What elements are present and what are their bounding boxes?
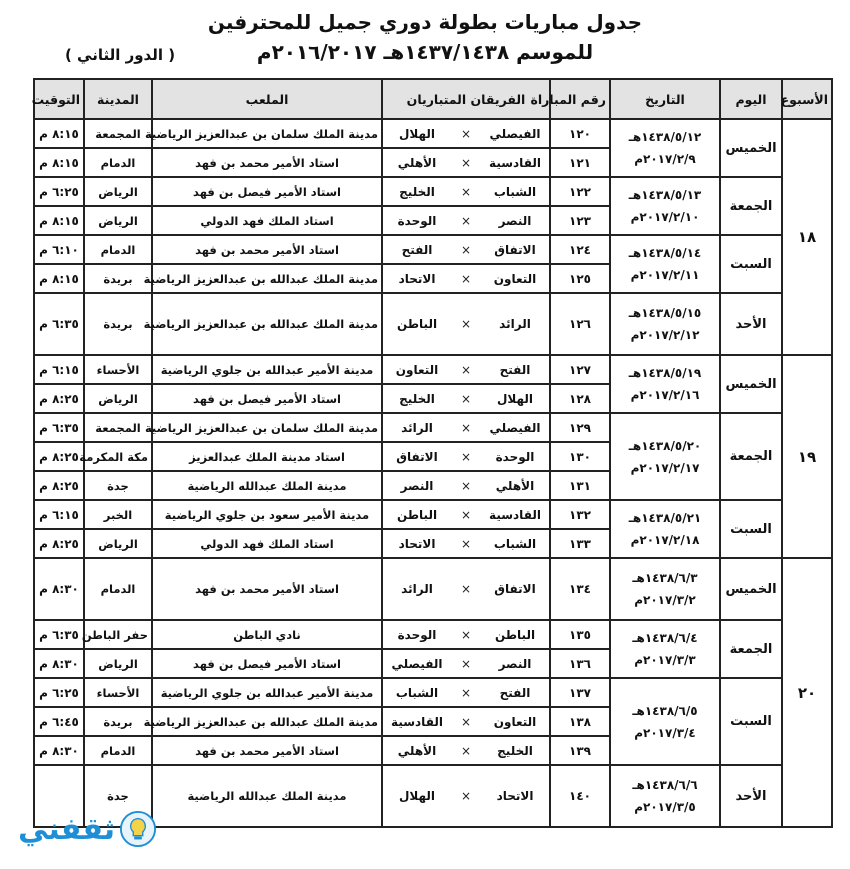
city-name: المجمعة xyxy=(84,119,152,148)
table-row xyxy=(34,620,832,649)
match-time: ٦:٣٥ م xyxy=(34,293,84,355)
home-team: الاتفاق xyxy=(494,582,536,596)
date-gregorian: ٢٠١٧/٣/٣م xyxy=(634,653,696,667)
versus-symbol: × xyxy=(460,627,472,642)
header-teams: الفريقان المتباريان xyxy=(382,79,550,119)
away-team: الاتحاد xyxy=(398,271,436,286)
date-hijri: ١٤٣٨/٦/٤هـ xyxy=(632,631,698,645)
stadium-name: مدينة الأمير سعود بن جلوي الرياضية xyxy=(152,500,382,529)
stadium-name: مدينة الملك سلمان بن عبدالعزيز الرياضية xyxy=(152,413,382,442)
match-teams xyxy=(382,736,550,765)
match-date xyxy=(610,413,720,500)
date-hijri: ١٤٣٨/٥/١٢هـ xyxy=(628,130,702,144)
city-name: الرياض xyxy=(84,649,152,678)
match-time: ٨:١٥ م xyxy=(34,206,84,235)
match-time: ٨:٢٥ م xyxy=(34,384,84,413)
home-team: الوحدة xyxy=(495,449,535,464)
away-team: الخليج xyxy=(399,391,435,406)
match-time: ٨:١٥ م xyxy=(34,264,84,293)
versus-symbol: × xyxy=(460,271,472,286)
versus-symbol: × xyxy=(460,536,472,551)
match-number: ١٣٩ xyxy=(550,736,610,765)
match-teams xyxy=(382,765,550,827)
table-row xyxy=(34,235,832,264)
home-team: الفتح xyxy=(499,362,531,377)
match-teams xyxy=(382,148,550,177)
city-name: الدمام xyxy=(84,148,152,177)
header-day: اليوم xyxy=(720,79,782,119)
day-name: الجمعة xyxy=(720,413,782,500)
round-label: ( الدور الثاني ) xyxy=(64,46,176,64)
match-teams xyxy=(382,558,550,620)
match-teams xyxy=(382,413,550,442)
day-name: السبت xyxy=(720,235,782,293)
header-city: المدينة xyxy=(84,79,152,119)
date-hijri: ١٤٣٨/٥/١٩هـ xyxy=(628,366,702,380)
match-date xyxy=(610,177,720,235)
match-time: ٨:٢٥ م xyxy=(34,529,84,558)
day-name: الأحد xyxy=(720,765,782,827)
home-team: الفتح xyxy=(499,685,531,700)
home-team: النصر xyxy=(498,656,532,671)
match-number: ١٢٩ xyxy=(550,413,610,442)
match-time: ٦:١٥ م xyxy=(34,355,84,384)
home-team: الشباب xyxy=(493,184,537,199)
match-time: ٨:٣٠ م xyxy=(34,736,84,765)
match-teams xyxy=(382,471,550,500)
table-row xyxy=(34,355,832,384)
versus-symbol: × xyxy=(460,714,472,729)
match-teams xyxy=(382,177,550,206)
match-number: ١٣٠ xyxy=(550,442,610,471)
date-hijri: ١٤٣٨/٥/٢٠هـ xyxy=(628,438,702,453)
city-name: الرياض xyxy=(84,177,152,206)
stadium-name: مدينة الملك عبدالله بن عبدالعزيز الرياضية xyxy=(152,293,382,355)
match-date xyxy=(610,765,720,827)
home-team: النصر xyxy=(498,213,532,228)
stadium-name: استاد مدينة الملك عبدالعزيز xyxy=(152,442,382,471)
city-name: الدمام xyxy=(84,736,152,765)
versus-symbol: × xyxy=(460,391,472,406)
date-hijri: ١٤٣٨/٦/٥هـ xyxy=(632,703,698,718)
date-hijri: ١٤٣٨/٥/١٤هـ xyxy=(628,246,702,260)
away-team: الاتفاق xyxy=(396,449,438,464)
away-team: الرائد xyxy=(401,420,433,435)
date-hijri: ١٤٣٨/٥/١٥هـ xyxy=(628,306,702,320)
away-team: الوحدة xyxy=(397,627,437,642)
week-number: ١٩ xyxy=(782,355,832,558)
header-date: التاريخ xyxy=(610,79,720,119)
match-time: ٨:٣٠ م xyxy=(34,649,84,678)
stadium-name: مدينة الملك عبدالله بن عبدالعزيز الرياضية xyxy=(152,264,382,293)
day-name: الجمعة xyxy=(720,620,782,678)
match-number: ١٣٧ xyxy=(550,678,610,707)
city-name: المجمعة xyxy=(84,413,152,442)
match-date xyxy=(610,620,720,678)
match-teams xyxy=(382,235,550,264)
day-name: الخميس xyxy=(720,355,782,413)
stadium-name: استاد الأمير محمد بن فهد xyxy=(152,235,382,264)
stadium-name: استاد الأمير فيصل بن فهد xyxy=(152,649,382,678)
day-name: السبت xyxy=(720,678,782,765)
stadium-name: مدينة الملك عبدالله الرياضية xyxy=(152,765,382,827)
versus-symbol: × xyxy=(460,789,472,803)
versus-symbol: × xyxy=(460,656,472,671)
city-name: جدة xyxy=(84,765,152,827)
versus-symbol: × xyxy=(460,317,472,331)
date-gregorian: ٢٠١٧/٣/٢م xyxy=(634,593,696,607)
versus-symbol: × xyxy=(460,213,472,228)
table-row xyxy=(34,413,832,442)
city-name: الرياض xyxy=(84,384,152,413)
header-match-no: رقم المباراة xyxy=(550,79,610,119)
stadium-name: مدينة الملك عبدالله الرياضية xyxy=(152,471,382,500)
stadium-name: استاد الأمير فيصل بن فهد xyxy=(152,177,382,206)
match-number: ١٣١ xyxy=(550,471,610,500)
match-teams xyxy=(382,384,550,413)
match-teams xyxy=(382,355,550,384)
match-number: ١٣٣ xyxy=(550,529,610,558)
match-number: ١٣٦ xyxy=(550,649,610,678)
city-name: الرياض xyxy=(84,206,152,235)
match-teams xyxy=(382,500,550,529)
city-name: بريدة xyxy=(84,293,152,355)
stadium-name: مدينة الملك سلمان بن عبدالعزيز الرياضية xyxy=(152,119,382,148)
header-stadium: الملعب xyxy=(152,79,382,119)
stadium-name: مدينة الأمير عبدالله بن جلوي الرياضية xyxy=(152,678,382,707)
versus-symbol: × xyxy=(460,155,472,170)
home-team: الاتحاد xyxy=(496,789,534,803)
versus-symbol: × xyxy=(460,362,472,377)
date-gregorian: ٢٠١٧/٢/١٧م xyxy=(630,460,700,475)
season-subtitle: للموسم ١٤٣٧/١٤٣٨هـ ٢٠١٦/٢٠١٧م xyxy=(256,40,594,64)
away-team: الأهلي xyxy=(397,155,437,170)
stadium-name: استاد الأمير محمد بن فهد xyxy=(152,148,382,177)
match-time: ٦:١٠ م xyxy=(34,235,84,264)
match-date xyxy=(610,500,720,558)
date-gregorian: ٢٠١٧/٢/١٠م xyxy=(630,210,700,224)
day-name: الأحد xyxy=(720,293,782,355)
day-name: الخميس xyxy=(720,119,782,177)
city-name: الرياض xyxy=(84,529,152,558)
city-name: الخبر xyxy=(84,500,152,529)
away-team: الهلال xyxy=(398,789,436,803)
versus-symbol: × xyxy=(460,582,472,596)
match-time: ٨:٣٠ م xyxy=(34,558,84,620)
match-teams xyxy=(382,649,550,678)
versus-symbol: × xyxy=(460,478,472,493)
table-row xyxy=(34,177,832,206)
away-team: الشباب xyxy=(395,685,439,700)
home-team: الفيصلي xyxy=(489,420,541,435)
match-time: ٨:١٥ م xyxy=(34,148,84,177)
date-gregorian: ٢٠١٧/٢/١٦م xyxy=(630,388,700,402)
match-date xyxy=(610,355,720,413)
title-block xyxy=(0,6,850,76)
versus-symbol: × xyxy=(460,242,472,257)
versus-symbol: × xyxy=(460,743,472,758)
match-number: ١٢٣ xyxy=(550,206,610,235)
stadium-name: استاد الأمير محمد بن فهد xyxy=(152,558,382,620)
away-team: الرائد xyxy=(401,582,433,596)
city-name: الدمام xyxy=(84,235,152,264)
city-name: جدة xyxy=(84,471,152,500)
date-gregorian: ٢٠١٧/٣/٥م xyxy=(634,800,696,814)
home-team: القادسية xyxy=(489,155,541,170)
stadium-name: استاد الأمير فيصل بن فهد xyxy=(152,384,382,413)
match-date xyxy=(610,235,720,293)
table-row xyxy=(34,119,832,148)
schedule-body xyxy=(34,119,832,827)
city-name: الأحساء xyxy=(84,678,152,707)
match-teams xyxy=(382,678,550,707)
day-name: الخميس xyxy=(720,558,782,620)
match-time: ٦:٢٥ م xyxy=(34,177,84,206)
away-team: الأهلي xyxy=(397,743,437,758)
away-team: الوحدة xyxy=(397,213,437,228)
date-gregorian: ٢٠١٧/٢/١٨م xyxy=(630,533,700,547)
stadium-name: استاد الملك فهد الدولي xyxy=(152,206,382,235)
table-row xyxy=(34,678,832,707)
stadium-name: نادي الباطن xyxy=(152,620,382,649)
away-team: الخليج xyxy=(399,184,435,199)
match-number: ١٢١ xyxy=(550,148,610,177)
stadium-name: مدينة الأمير عبدالله بن جلوي الرياضية xyxy=(152,355,382,384)
header-week: الأسبوع xyxy=(782,79,832,119)
away-team: التعاون xyxy=(395,362,439,377)
date-hijri: ١٤٣٨/٥/١٣هـ xyxy=(628,188,702,202)
versus-symbol: × xyxy=(460,685,472,700)
city-name: بريدة xyxy=(84,264,152,293)
match-number: ١٣٢ xyxy=(550,500,610,529)
match-teams xyxy=(382,264,550,293)
match-number: ١٢٥ xyxy=(550,264,610,293)
city-name: بريدة xyxy=(84,707,152,736)
match-number: ١٣٥ xyxy=(550,620,610,649)
lightbulb-icon xyxy=(119,810,157,848)
match-time: ٦:٣٥ م xyxy=(34,620,84,649)
table-row xyxy=(34,500,832,529)
match-date xyxy=(610,558,720,620)
match-date xyxy=(610,678,720,765)
match-teams xyxy=(382,442,550,471)
home-team: التعاون xyxy=(493,271,537,286)
week-number: ٢٠ xyxy=(782,558,832,827)
week-number: ١٨ xyxy=(782,119,832,355)
site-watermark xyxy=(18,800,193,858)
day-name: السبت xyxy=(720,500,782,558)
home-team: الاتفاق xyxy=(494,242,536,257)
match-time: ٨:١٥ م xyxy=(34,119,84,148)
versus-symbol: × xyxy=(460,449,472,464)
home-team: الشباب xyxy=(493,536,537,551)
match-date xyxy=(610,293,720,355)
match-time: ٦:١٥ م xyxy=(34,500,84,529)
match-teams xyxy=(382,707,550,736)
away-team: الاتحاد xyxy=(398,536,436,551)
home-team: الأهلي xyxy=(495,478,535,493)
date-gregorian: ٢٠١٧/٢/١١م xyxy=(630,268,700,282)
date-hijri: ١٤٣٨/٦/٦هـ xyxy=(632,778,698,792)
date-hijri: ١٤٣٨/٥/٢١هـ xyxy=(628,511,702,525)
home-team: الخليج xyxy=(497,743,533,758)
date-gregorian: ٢٠١٧/٢/١٢م xyxy=(630,328,700,342)
home-team: القادسية xyxy=(489,507,541,522)
match-number: ١٢٢ xyxy=(550,177,610,206)
stadium-name: استاد الملك فهد الدولي xyxy=(152,529,382,558)
date-hijri: ١٤٣٨/٦/٣هـ xyxy=(632,571,698,585)
match-number: ١٤٠ xyxy=(550,765,610,827)
match-teams xyxy=(382,620,550,649)
versus-symbol: × xyxy=(460,420,472,435)
watermark-text: ثقفني xyxy=(18,811,116,847)
home-team: التعاون xyxy=(493,714,537,729)
away-team: الفتح xyxy=(401,242,433,257)
home-team: الهلال xyxy=(496,391,534,406)
home-team: الباطن xyxy=(494,627,536,642)
city-name: حفر الباطن xyxy=(84,620,152,649)
city-name: الدمام xyxy=(84,558,152,620)
header-time: التوقيت xyxy=(34,79,84,119)
match-time: ٦:٢٥ م xyxy=(34,678,84,707)
match-teams xyxy=(382,119,550,148)
home-team: الفيصلي xyxy=(489,126,541,141)
match-number: ١٢٨ xyxy=(550,384,610,413)
match-time: ٦:٣٥ م xyxy=(34,413,84,442)
table-header-row xyxy=(34,79,832,119)
match-number: ١٢٤ xyxy=(550,235,610,264)
away-team: الهلال xyxy=(398,126,436,141)
match-time: ٨:٢٥ م xyxy=(34,442,84,471)
table-row xyxy=(34,293,832,355)
versus-symbol: × xyxy=(460,184,472,199)
table-row xyxy=(34,558,832,620)
match-number: ١٣٨ xyxy=(550,707,610,736)
versus-symbol: × xyxy=(460,507,472,522)
match-teams xyxy=(382,206,550,235)
city-name: الأحساء xyxy=(84,355,152,384)
page-title: جدول مباريات بطولة دوري جميل للمحترفين xyxy=(207,10,643,34)
match-teams xyxy=(382,529,550,558)
stadium-name: استاد الأمير محمد بن فهد xyxy=(152,736,382,765)
match-number: ١٣٤ xyxy=(550,558,610,620)
date-gregorian: ٢٠١٧/٢/٩م xyxy=(634,152,696,166)
away-team: القادسية xyxy=(391,714,443,729)
match-time: ٦:٤٥ م xyxy=(34,707,84,736)
versus-symbol: × xyxy=(460,126,472,141)
date-gregorian: ٢٠١٧/٣/٤م xyxy=(634,725,696,740)
match-number: ١٢٦ xyxy=(550,293,610,355)
day-name: الجمعة xyxy=(720,177,782,235)
home-team: الرائد xyxy=(499,317,531,331)
match-number: ١٢٧ xyxy=(550,355,610,384)
match-time: ٨:٢٥ م xyxy=(34,471,84,500)
away-team: النصر xyxy=(400,478,434,493)
match-number: ١٢٠ xyxy=(550,119,610,148)
away-team: الباطن xyxy=(396,507,438,522)
match-teams xyxy=(382,293,550,355)
away-team: الفيصلي xyxy=(391,656,443,671)
city-name: مكة المكرمة xyxy=(84,442,152,471)
away-team: الباطن xyxy=(396,317,438,331)
schedule-table xyxy=(33,78,833,828)
stadium-name: مدينة الملك عبدالله بن عبدالعزيز الرياضية xyxy=(152,707,382,736)
match-date xyxy=(610,119,720,177)
